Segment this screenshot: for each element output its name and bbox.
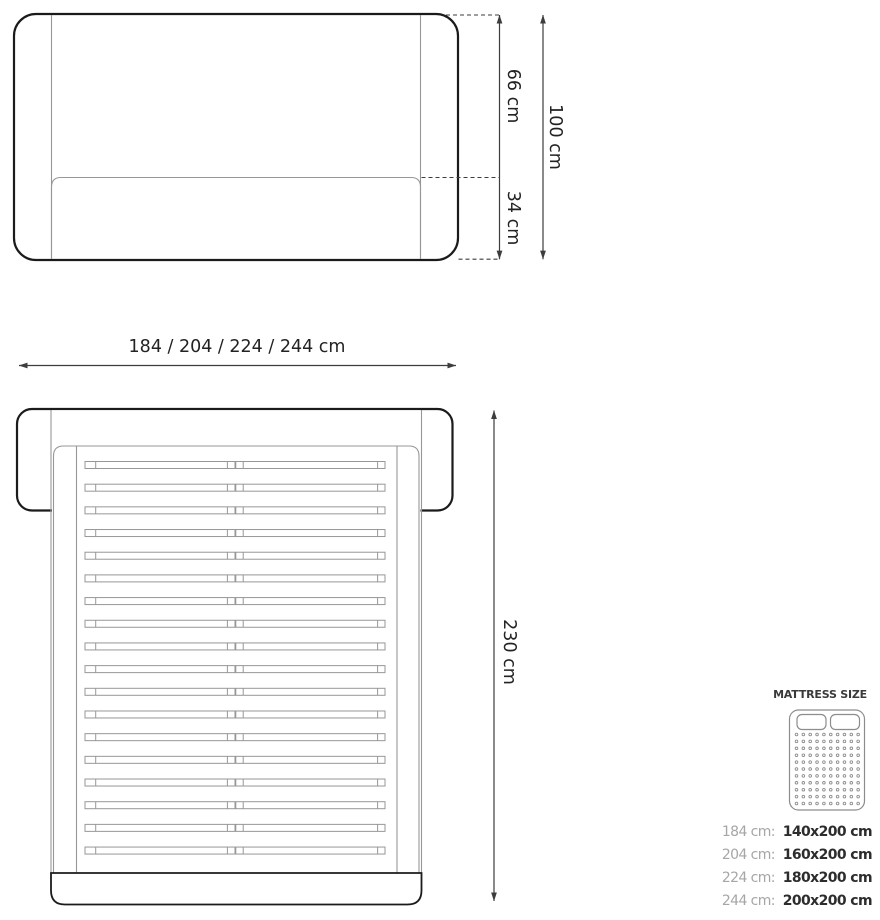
slat-left-half <box>85 711 235 718</box>
mattress-size-row <box>722 893 872 909</box>
slat-right-half <box>236 552 385 559</box>
slat-left-half <box>85 507 235 514</box>
slat <box>85 530 385 537</box>
slat <box>85 462 385 469</box>
slat-left-half <box>85 688 235 695</box>
slat-left-half <box>85 620 235 627</box>
dim-label-230cm: 230 cm <box>499 619 519 685</box>
front-view <box>14 14 565 260</box>
slat <box>85 711 385 718</box>
slat-right-half <box>236 824 385 831</box>
slat <box>85 802 385 809</box>
slat-right-half <box>236 598 385 605</box>
slat-left-half <box>85 779 235 786</box>
width-dimension <box>19 337 456 366</box>
slat <box>85 824 385 831</box>
slat-left-half <box>85 756 235 763</box>
slat-left-half <box>85 530 235 537</box>
slat-left-half <box>85 484 235 491</box>
slat <box>85 598 385 605</box>
mattress-size-row <box>722 847 872 863</box>
footboard-outline <box>51 873 422 905</box>
mattress-size-value: 200x200 cm <box>782 893 872 909</box>
slat <box>85 779 385 786</box>
slat-right-half <box>236 666 385 673</box>
slat-right-half <box>236 688 385 695</box>
mattress-size-row <box>722 870 872 886</box>
slat-right-half <box>236 462 385 469</box>
slat-right-half <box>236 575 385 582</box>
slat <box>85 666 385 673</box>
dim-label-100cm: 100 cm <box>545 104 565 170</box>
mattress-size-value: 140x200 cm <box>782 824 872 840</box>
frame-size-label: 244 cm: <box>721 893 775 909</box>
front-view-outer-outline <box>14 14 458 260</box>
slat-left-half <box>85 802 235 809</box>
mattress-icon-pillow-left <box>797 715 826 730</box>
slat <box>85 552 385 559</box>
mattress-size-legend <box>722 688 872 909</box>
slat <box>85 734 385 741</box>
mattress-icon <box>790 710 865 810</box>
dim-label-34cm: 34 cm <box>503 190 523 246</box>
slat-right-half <box>236 530 385 537</box>
slat-left-half <box>85 847 235 854</box>
slat-right-half <box>236 779 385 786</box>
slat <box>85 688 385 695</box>
slat-right-half <box>236 711 385 718</box>
slat-right-half <box>236 620 385 627</box>
mattress-size-value: 160x200 cm <box>782 847 872 863</box>
slat-left-half <box>85 824 235 831</box>
frame-size-label: 224 cm: <box>721 870 775 886</box>
slat <box>85 484 385 491</box>
slat-left-half <box>85 643 235 650</box>
slat-right-half <box>236 802 385 809</box>
legend-title: MATTRESS SIZE <box>773 688 867 701</box>
slat-right-half <box>236 507 385 514</box>
slat <box>85 575 385 582</box>
frame-size-label: 204 cm: <box>721 847 775 863</box>
slat-right-half <box>236 643 385 650</box>
slat-left-half <box>85 552 235 559</box>
slat <box>85 507 385 514</box>
slat-left-half <box>85 575 235 582</box>
slat <box>85 620 385 627</box>
mattress-size-value: 180x200 cm <box>782 870 872 886</box>
dim-label-66cm: 66 cm <box>503 68 523 124</box>
slat-right-half <box>236 484 385 491</box>
slat <box>85 756 385 763</box>
slat-left-half <box>85 598 235 605</box>
slat <box>85 643 385 650</box>
slat-left-half <box>85 666 235 673</box>
slat-left-half <box>85 734 235 741</box>
slat <box>85 847 385 854</box>
frame-size-label: 184 cm: <box>721 824 775 840</box>
slat-right-half <box>236 756 385 763</box>
dim-label-widths: 184 / 204 / 224 / 244 cm <box>128 337 346 357</box>
slat-left-half <box>85 462 235 469</box>
mattress-icon-pillow-right <box>831 715 860 730</box>
mattress-size-row <box>722 824 872 840</box>
top-view <box>17 409 519 905</box>
slat-right-half <box>236 847 385 854</box>
slat-right-half <box>236 734 385 741</box>
